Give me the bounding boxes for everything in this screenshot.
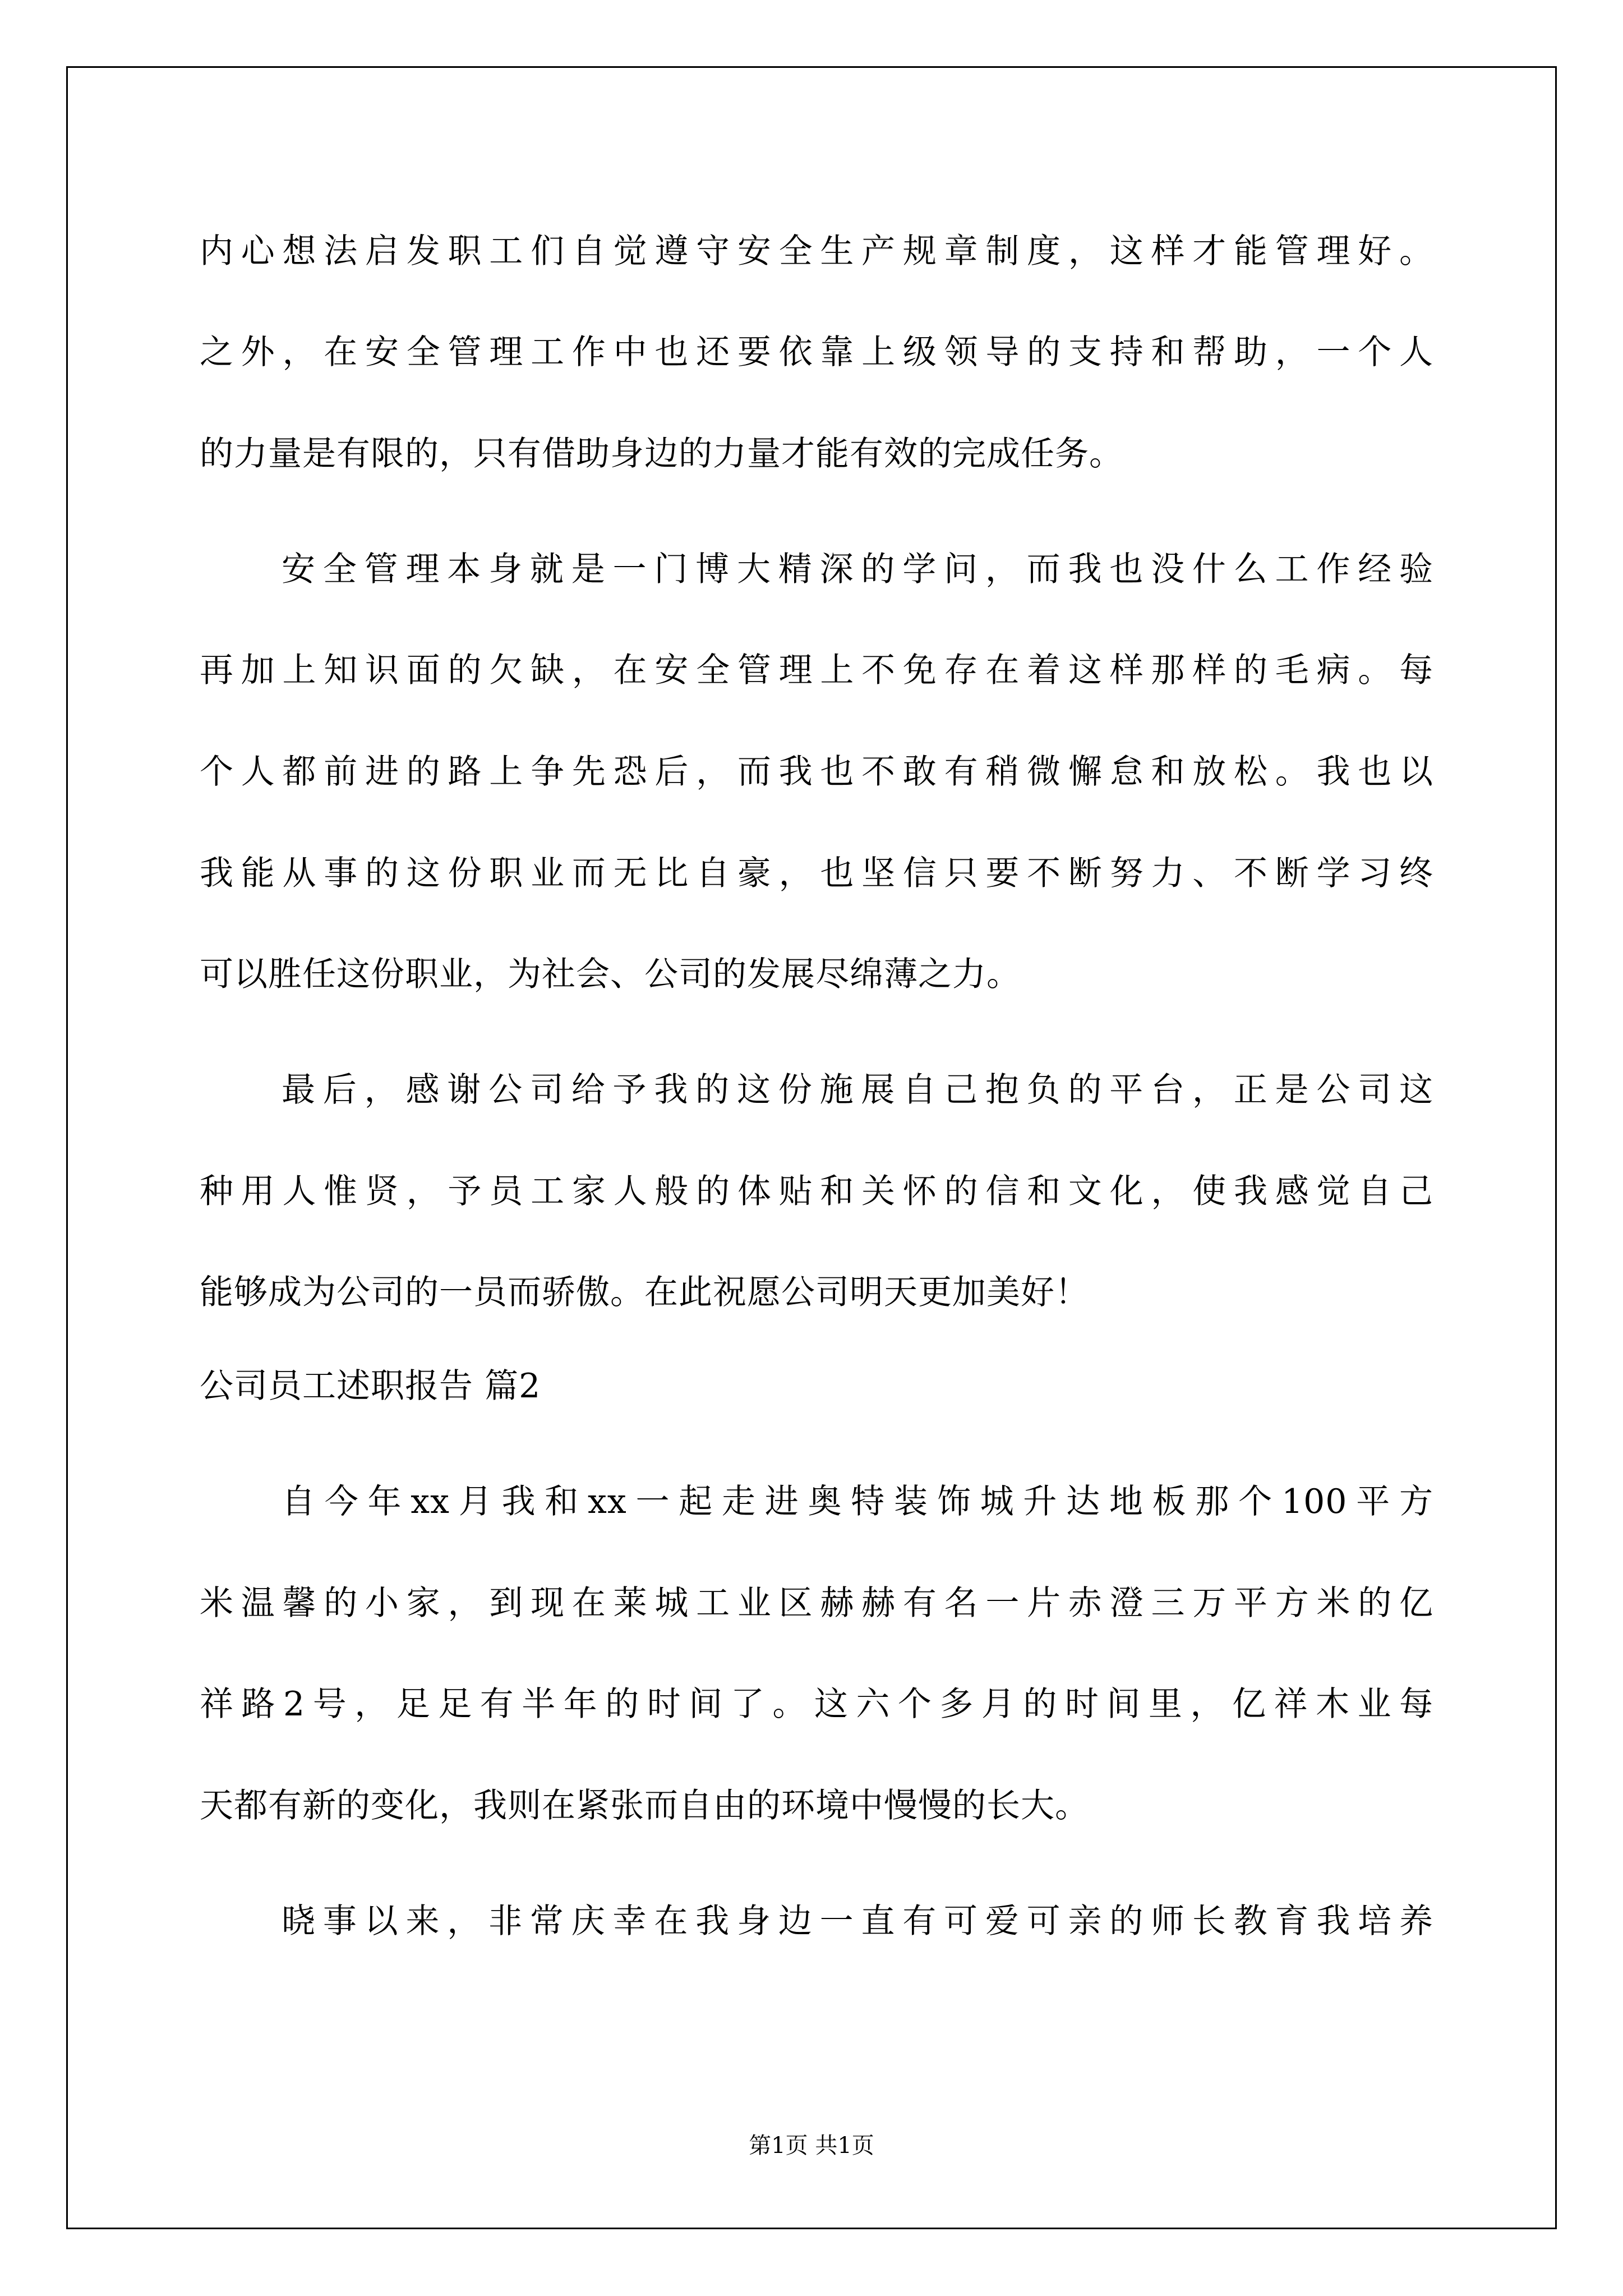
text-line: 的力量是有限的，只有借助身边的力量才能有效的完成任务。 xyxy=(200,434,1123,473)
text-line: 可以胜任这份职业，为社会、公司的发展尽绵薄之力。 xyxy=(200,955,1021,994)
text-line: 种用人惟贤，予员工家人般的体贴和关怀的信和文化，使我感觉自己 xyxy=(200,1172,1433,1211)
text-line: 之外，在安全管理工作中也还要依靠上级领导的支持和帮助，一个人 xyxy=(200,333,1433,372)
text-line: 晓事以来，非常庆幸在我身边一直有可爱可亲的师长教育我培养 xyxy=(282,1902,1433,1941)
text-line: 米温馨的小家，到现在莱城工业区赫赫有名一片赤澄三万平方米的亿 xyxy=(200,1584,1433,1623)
text-line: 我能从事的这份职业而无比自豪，也坚信只要不断努力、不断学习终 xyxy=(200,854,1433,893)
text-line: 个人都前进的路上争先恐后，而我也不敢有稍微懈怠和放松。我也以 xyxy=(200,752,1433,792)
section-heading: 公司员工述职报告 篇2 xyxy=(200,1366,541,1406)
text-line: 能够成为公司的一员而骄傲。在此祝愿公司明天更加美好！ xyxy=(200,1273,1089,1312)
text-line: 再加上知识面的欠缺，在安全管理上不免存在着这样那样的毛病。每 xyxy=(200,651,1433,690)
text-line: 天都有新的变化，我则在紧张而自由的环境中慢慢的长大。 xyxy=(200,1786,1089,1825)
text-line: 自今年xx月我和xx一起走进奥特装饰城升达地板那个100平方 xyxy=(282,1482,1433,1521)
text-line: 内心想法启发职工们自觉遵守安全生产规章制度，这样才能管理好。 xyxy=(200,232,1433,271)
text-line: 祥路2号，足足有半年的时间了。这六个多月的时间里，亿祥木业每 xyxy=(200,1685,1433,1724)
text-line: 安全管理本身就是一门博大精深的学问，而我也没什么工作经验 xyxy=(282,550,1433,589)
page-footer: 第1页 共1页 xyxy=(749,2133,874,2159)
text-line: 最后，感谢公司给予我的这份施展自己抱负的平台，正是公司这 xyxy=(282,1070,1433,1110)
